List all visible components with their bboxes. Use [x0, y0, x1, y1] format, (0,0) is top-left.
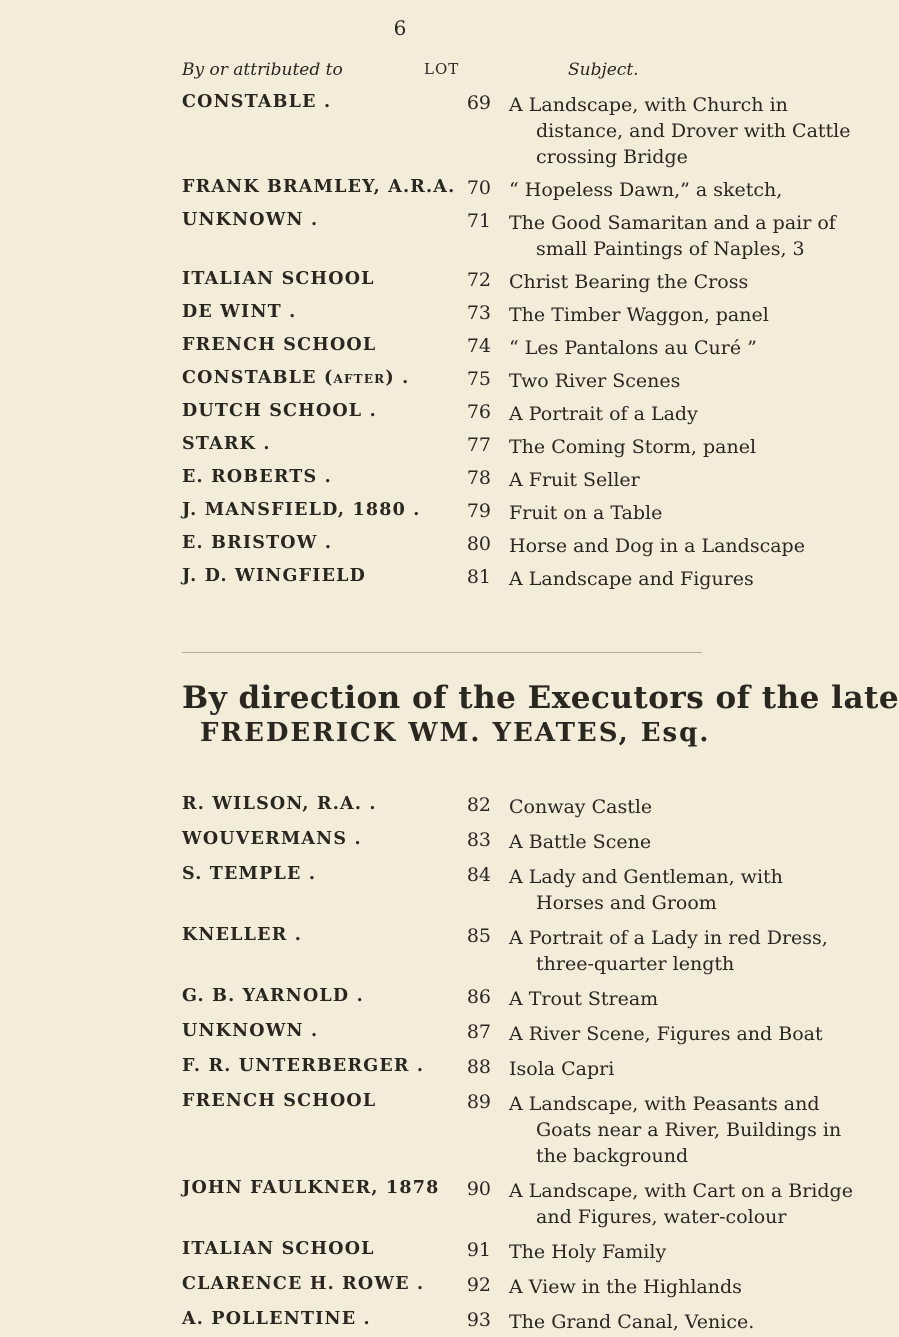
- header-subject: Subject.: [568, 60, 639, 80]
- lot-row: [0, 1274, 800, 1302]
- lot-subject-line: Horse and Dog in a Landscape: [509, 535, 805, 557]
- lot-row: [0, 1056, 800, 1084]
- lot-subject: [509, 533, 805, 559]
- header-lot: LOT: [424, 60, 460, 78]
- lot-subject: [509, 401, 799, 427]
- lot-subject-line: A Portrait of a Lady in red Dress,: [509, 927, 828, 949]
- lot-number: 74: [466, 335, 491, 357]
- lot-row: [0, 1091, 842, 1167]
- lot-row: [0, 335, 800, 363]
- lot-artist: G. B. YARNOLD .: [182, 986, 364, 1006]
- lot-subject-line: Christ Bearing the Cross: [509, 271, 749, 293]
- lot-subject-line: A Trout Stream: [509, 988, 659, 1010]
- lot-subject: [509, 1178, 853, 1230]
- lot-subject-line: A River Scene, Figures and Boat: [509, 1023, 823, 1045]
- lot-artist: CLARENCE H. ROWE .: [182, 1274, 425, 1294]
- lot-artist: STARK .: [182, 434, 271, 454]
- lot-subject-line: A Landscape, with Peasants and: [509, 1093, 820, 1115]
- lot-subject-line: The Timber Waggon, panel: [509, 304, 769, 326]
- lot-subject: [509, 500, 799, 526]
- lot-subject: [509, 1091, 842, 1169]
- header-artist: By or attributed to: [182, 60, 343, 80]
- lot-artist: E. BRISTOW .: [182, 533, 333, 553]
- lot-artist: UNKNOWN .: [182, 1021, 319, 1041]
- lot-subject: [509, 1056, 799, 1082]
- lot-row: [0, 794, 800, 822]
- lot-row: [0, 566, 800, 594]
- divider: [182, 652, 702, 653]
- lot-number: 78: [466, 467, 491, 489]
- page-number: 6: [393, 16, 407, 40]
- lot-row: [0, 210, 836, 260]
- lot-subject: [509, 829, 799, 855]
- lot-subject-line: crossing Bridge: [536, 146, 688, 168]
- lot-artist: E. ROBERTS .: [182, 467, 332, 487]
- lot-subject: [509, 986, 799, 1012]
- lot-subject-line: The Coming Storm, panel: [509, 436, 757, 458]
- lot-number: 93: [466, 1309, 491, 1331]
- lot-subject-line: A Portrait of a Lady: [509, 403, 698, 425]
- lot-artist: ITALIAN SCHOOL: [182, 1239, 375, 1259]
- lot-number: 87: [466, 1021, 491, 1043]
- lot-artist: CONSTABLE .: [182, 92, 332, 112]
- lot-number: 79: [466, 500, 491, 522]
- lot-artist: DE WINT .: [182, 302, 297, 322]
- lot-row: [0, 434, 800, 462]
- lot-number: 82: [466, 794, 491, 816]
- lot-subject: [509, 1021, 823, 1047]
- lot-subject: [509, 925, 828, 977]
- lot-artist: KNELLER .: [182, 925, 303, 945]
- lot-subject-line: The Good Samaritan and a pair of: [509, 212, 836, 234]
- lot-subject-line: Conway Castle: [509, 796, 653, 818]
- lot-number: 86: [466, 986, 491, 1008]
- lot-artist: ITALIAN SCHOOL: [182, 269, 375, 289]
- lot-number: 69: [466, 92, 491, 114]
- lot-row: [0, 925, 828, 975]
- lot-subject-line: the background: [536, 1145, 689, 1167]
- lot-subject: [509, 566, 799, 592]
- lot-subject: [509, 302, 799, 328]
- lot-number: 83: [466, 829, 491, 851]
- lot-subject: [509, 335, 799, 361]
- lot-number: 85: [466, 925, 491, 947]
- lot-artist: WOUVERMANS .: [182, 829, 362, 849]
- lot-number: 88: [466, 1056, 491, 1078]
- lot-subject-line: A Landscape, with Cart on a Bridge: [509, 1180, 853, 1202]
- lot-number: 70: [466, 177, 491, 199]
- lot-subject-line: Fruit on a Table: [509, 502, 663, 524]
- lot-row: [0, 92, 851, 168]
- lot-number: 76: [466, 401, 491, 423]
- lot-subject-line: three-quarter length: [536, 953, 735, 975]
- lot-subject-line: Two River Scenes: [509, 370, 681, 392]
- lot-number: 73: [466, 302, 491, 324]
- lot-artist: FRENCH SCHOOL: [182, 335, 377, 355]
- lot-subject-line: The Holy Family: [509, 1241, 667, 1263]
- lot-number: 84: [466, 864, 491, 886]
- lot-row: [0, 1239, 800, 1267]
- lot-row: [0, 401, 800, 429]
- lot-row: [0, 269, 800, 297]
- lot-artist: F. R. UNTERBERGER .: [182, 1056, 425, 1076]
- lot-subject-line: A Landscape, with Church in: [509, 94, 788, 116]
- lot-subject: [509, 1239, 799, 1265]
- lot-subject-line: “ Les Pantalons au Curé ”: [509, 337, 757, 359]
- column-headers: [0, 60, 800, 86]
- lot-subject: [509, 794, 799, 820]
- lot-artist: J. D. WINGFIELD: [182, 566, 367, 586]
- lot-subject-line: distance, and Drover with Cattle: [536, 120, 851, 142]
- lot-subject-line: Horses and Groom: [536, 892, 717, 914]
- lot-artist: R. WILSON, R.A. .: [182, 794, 377, 814]
- lot-subject: [509, 467, 799, 493]
- lot-artist: J. MANSFIELD, 1880 .: [182, 500, 421, 520]
- lot-row: [0, 302, 800, 330]
- lot-row: [0, 1178, 853, 1228]
- lot-row: [0, 1021, 823, 1049]
- lot-subject-line: The Grand Canal, Venice.: [509, 1311, 755, 1333]
- section-heading: [182, 680, 899, 748]
- lot-subject: [509, 434, 799, 460]
- section-heading-line1: By direction of the Executors of the late: [182, 680, 899, 716]
- lot-subject: [509, 269, 799, 295]
- lot-subject-line: “ Hopeless Dawn,” a sketch,: [509, 179, 783, 201]
- lot-artist: CONSTABLE (after) .: [182, 368, 410, 388]
- lot-subject: [509, 368, 799, 394]
- lot-artist: FRENCH SCHOOL: [182, 1091, 377, 1111]
- lot-row: [0, 1309, 800, 1337]
- lot-artist: DUTCH SCHOOL .: [182, 401, 377, 421]
- lot-row: [0, 533, 805, 561]
- lot-subject-line: small Paintings of Naples, 3: [536, 238, 805, 260]
- lot-number: 91: [466, 1239, 491, 1261]
- lot-row: [0, 986, 800, 1014]
- lot-number: 77: [466, 434, 491, 456]
- lot-number: 72: [466, 269, 491, 291]
- lot-subject-line: Isola Capri: [509, 1058, 615, 1080]
- lot-row: [0, 467, 800, 495]
- lot-subject: [509, 864, 799, 916]
- lot-subject-line: Goats near a River, Buildings in: [536, 1119, 842, 1141]
- lot-subject-line: A View in the Highlands: [509, 1276, 742, 1298]
- lot-row: [0, 829, 800, 857]
- lot-subject-line: A Battle Scene: [509, 831, 652, 853]
- lot-row: [0, 500, 800, 528]
- lot-artist: S. TEMPLE .: [182, 864, 317, 884]
- lot-number: 92: [466, 1274, 491, 1296]
- lot-row: [0, 368, 800, 396]
- lot-subject: [509, 1274, 799, 1300]
- lot-number: 81: [466, 566, 491, 588]
- lot-row: [0, 177, 800, 205]
- lot-artist: FRANK BRAMLEY, A.R.A.: [182, 177, 456, 197]
- lot-number: 89: [466, 1091, 491, 1113]
- lot-artist: A. POLLENTINE .: [182, 1309, 371, 1329]
- lot-subject: [509, 1309, 799, 1335]
- lot-number: 90: [466, 1178, 491, 1200]
- lot-row: [0, 864, 800, 914]
- lot-subject-line: A Lady and Gentleman, with: [509, 866, 783, 888]
- lot-artist: UNKNOWN .: [182, 210, 319, 230]
- lot-subject: [509, 210, 836, 262]
- lot-number: 75: [466, 368, 491, 390]
- lot-subject-line: A Landscape and Figures: [509, 568, 754, 590]
- lot-subject: [509, 92, 851, 170]
- lot-artist: JOHN FAULKNER, 1878: [182, 1178, 440, 1198]
- lot-subject-line: and Figures, water-colour: [536, 1206, 787, 1228]
- lot-number: 80: [466, 533, 491, 555]
- lot-number: 71: [466, 210, 491, 232]
- lot-subject-line: A Fruit Seller: [509, 469, 640, 491]
- lot-subject: [509, 177, 799, 203]
- section-heading-line2: FREDERICK WM. YEATES, Esq.: [200, 718, 711, 748]
